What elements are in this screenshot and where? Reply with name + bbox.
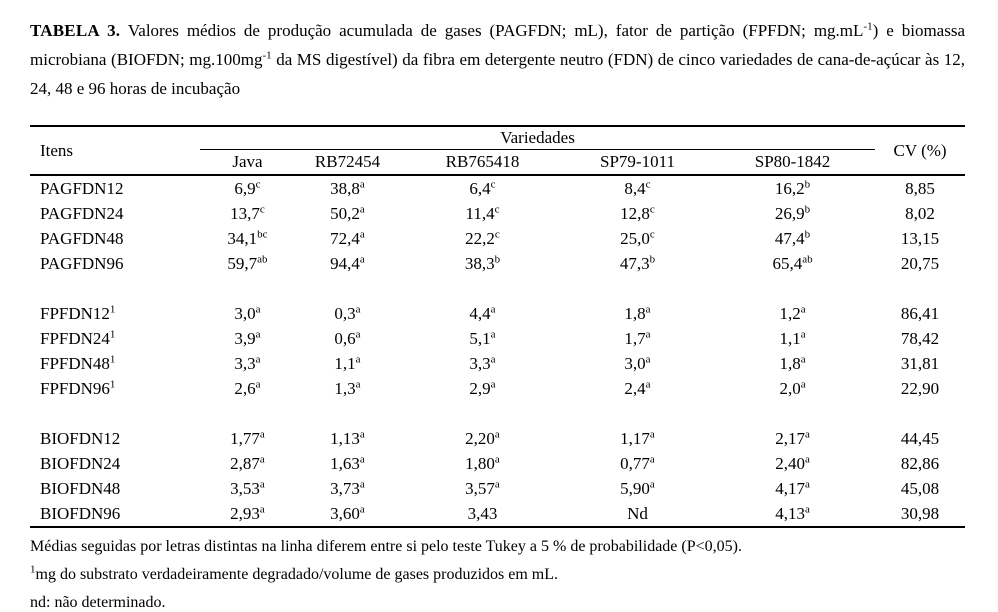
value-cell: 1,13$^a$ (330, 427, 365, 448)
column-header-rb72454: RB72454 (314, 152, 381, 171)
value-cell: 3,43 (467, 503, 498, 523)
value-cell: 2,9$^a$ (469, 377, 496, 398)
spacer-row (30, 401, 965, 426)
value-cell: 16,2$^b$ (774, 177, 811, 198)
value-cell: 11,4$^c$ (465, 202, 500, 223)
value-cell: 1,80$^a$ (465, 452, 500, 473)
cv-cell: 20,75 (900, 253, 940, 273)
value-cell: 50,2$^a$ (330, 202, 365, 223)
value-cell: 3,57$^a$ (465, 477, 500, 498)
value-cell: 5,90$^a$ (620, 477, 655, 498)
value-cell: 1,1$^a$ (334, 352, 361, 373)
footnote: Médias seguidas por letras distintas na linha diferem entre si pelo teste Tukey a 5 % de probabilidade (P<0,05). (30, 538, 742, 555)
column-header-sp80-1842: SP80-1842 (754, 152, 831, 171)
value-cell: 2,6$^a$ (234, 377, 261, 398)
value-cell: 4,13$^a$ (775, 502, 810, 523)
value-cell: 1,77$^a$ (230, 427, 265, 448)
row-label: PAGFDN48 (40, 228, 124, 248)
table-head (30, 126, 965, 175)
value-cell: 2,0$^a$ (779, 377, 806, 398)
value-cell: 0,3$^a$ (334, 302, 361, 323)
spacer-row (30, 276, 965, 301)
row-label: $FPFDN96^1$ (40, 377, 116, 398)
value-cell: 2,93$^a$ (230, 502, 265, 523)
data-table (30, 125, 965, 528)
table-row (30, 326, 965, 351)
row-label: BIOFDN12 (40, 428, 121, 448)
value-cell: 4,17$^a$ (775, 477, 810, 498)
value-cell: 26,9$^b$ (774, 202, 811, 223)
value-cell: 3,3$^a$ (469, 352, 496, 373)
cv-cell: 22,90 (900, 378, 940, 398)
table-row (30, 426, 965, 451)
table-row (30, 501, 965, 527)
caption-text: Valores médios de produção acumulada de gases (PAGFDN; mL), fator de partição (FPFDN; $mg.mL^{-1}$) e biomassa microbiana (BIOFDN; $mg.100mg^{-1}$ da MS digestível) da fibra em detergente neutro (FDN) de cinco variedades de cana-de-açúcar às 12, 24, 48 e 96 horas de incubação (30, 20, 965, 98)
row-label: $FPFDN12^1$ (40, 302, 116, 323)
superscript: 1 (30, 563, 36, 576)
table-row (30, 175, 965, 201)
value-cell: 1,2$^a$ (779, 302, 806, 323)
cv-cell: 8,85 (905, 178, 935, 198)
table-row (30, 201, 965, 226)
value-cell: 3,0$^a$ (234, 302, 261, 323)
cv-cell: 45,08 (900, 478, 940, 498)
value-cell: 6,9$^c$ (234, 177, 261, 198)
value-cell: 59,7$^{ab}$ (227, 252, 268, 273)
caption-label: TABELA 3. (30, 21, 121, 40)
value-cell: 1,1$^a$ (779, 327, 806, 348)
value-cell: 25,0$^c$ (620, 227, 655, 248)
column-header-variedades: Variedades (200, 126, 875, 150)
value-cell: 8,4$^c$ (624, 177, 651, 198)
value-cell: 5,1$^a$ (469, 327, 496, 348)
value-cell: 4,4$^a$ (469, 302, 496, 323)
table-row (30, 251, 965, 276)
value-cell: 34,1$^{bc}$ (227, 227, 268, 248)
superscript: -1 (863, 20, 873, 33)
row-label: BIOFDN96 (40, 503, 121, 523)
column-header-rb765418: RB765418 (445, 152, 520, 171)
value-cell: 47,4$^b$ (774, 227, 811, 248)
superscript: -1 (262, 49, 272, 62)
column-header-itens: Itens (40, 140, 74, 160)
value-cell: 2,20$^a$ (465, 427, 500, 448)
table-body (30, 175, 965, 527)
value-cell: 1,8$^a$ (624, 302, 651, 323)
value-cell: 38,3$^b$ (464, 252, 501, 273)
value-cell: 22,2$^c$ (465, 227, 500, 248)
table-row (30, 226, 965, 251)
value-cell: 3,53$^a$ (230, 477, 265, 498)
value-cell: 0,6$^a$ (334, 327, 361, 348)
cv-cell: 78,42 (900, 328, 940, 348)
value-cell: 2,4$^a$ (624, 377, 651, 398)
row-label: PAGFDN12 (40, 178, 124, 198)
value-cell: 1,63$^a$ (330, 452, 365, 473)
footnotes (30, 533, 965, 612)
row-label: PAGFDN96 (40, 253, 124, 273)
value-cell: 1,17$^a$ (620, 427, 655, 448)
column-header-cv: CV (%) (893, 140, 947, 160)
cv-cell: 13,15 (900, 228, 940, 248)
value-cell: 13,7$^c$ (230, 202, 265, 223)
value-cell: 2,17$^a$ (775, 427, 810, 448)
table-row (30, 376, 965, 401)
value-cell: 6,4$^c$ (469, 177, 496, 198)
row-label: BIOFDN48 (40, 478, 121, 498)
value-cell: 3,0$^a$ (624, 352, 651, 373)
cv-cell: 8,02 (905, 203, 935, 223)
value-cell: 12,8$^c$ (620, 202, 655, 223)
footnote: nd: não determinado. (30, 594, 166, 611)
table-caption (30, 16, 965, 103)
value-cell: 38,8$^a$ (330, 177, 365, 198)
value-cell: 3,60$^a$ (330, 502, 365, 523)
header-row-group (30, 126, 965, 150)
footnote: $^1$mg do substrato verdadeiramente degradado/volume de gases produzidos em mL. (30, 563, 559, 583)
value-cell: 72,4$^a$ (330, 227, 365, 248)
value-cell: 3,9$^a$ (234, 327, 261, 348)
value-cell: 47,3$^b$ (619, 252, 656, 273)
value-cell: Nd (627, 503, 648, 523)
table-row (30, 351, 965, 376)
value-cell: 94,4$^a$ (330, 252, 365, 273)
cv-cell: 82,86 (900, 453, 940, 473)
cv-cell: 30,98 (900, 503, 940, 523)
value-cell: 2,40$^a$ (775, 452, 810, 473)
row-label: $FPFDN24^1$ (40, 327, 116, 348)
value-cell: 1,8$^a$ (779, 352, 806, 373)
value-cell: 3,3$^a$ (234, 352, 261, 373)
row-label: $FPFDN48^1$ (40, 352, 116, 373)
row-label: BIOFDN24 (40, 453, 121, 473)
row-label: PAGFDN24 (40, 203, 124, 223)
column-header-java: Java (232, 152, 263, 171)
value-cell: 1,7$^a$ (624, 327, 651, 348)
cv-cell: 31,81 (900, 353, 940, 373)
table-row (30, 476, 965, 501)
column-header-sp79-1011: SP79-1011 (600, 152, 675, 171)
value-cell: 3,73$^a$ (330, 477, 365, 498)
cv-cell: 86,41 (900, 303, 940, 323)
value-cell: 65,4$^{ab}$ (772, 252, 813, 273)
table-row (30, 451, 965, 476)
table-row (30, 301, 965, 326)
value-cell: 0,77$^a$ (620, 452, 655, 473)
cv-cell: 44,45 (900, 428, 940, 448)
value-cell: 1,3$^a$ (334, 377, 361, 398)
value-cell: 2,87$^a$ (230, 452, 265, 473)
